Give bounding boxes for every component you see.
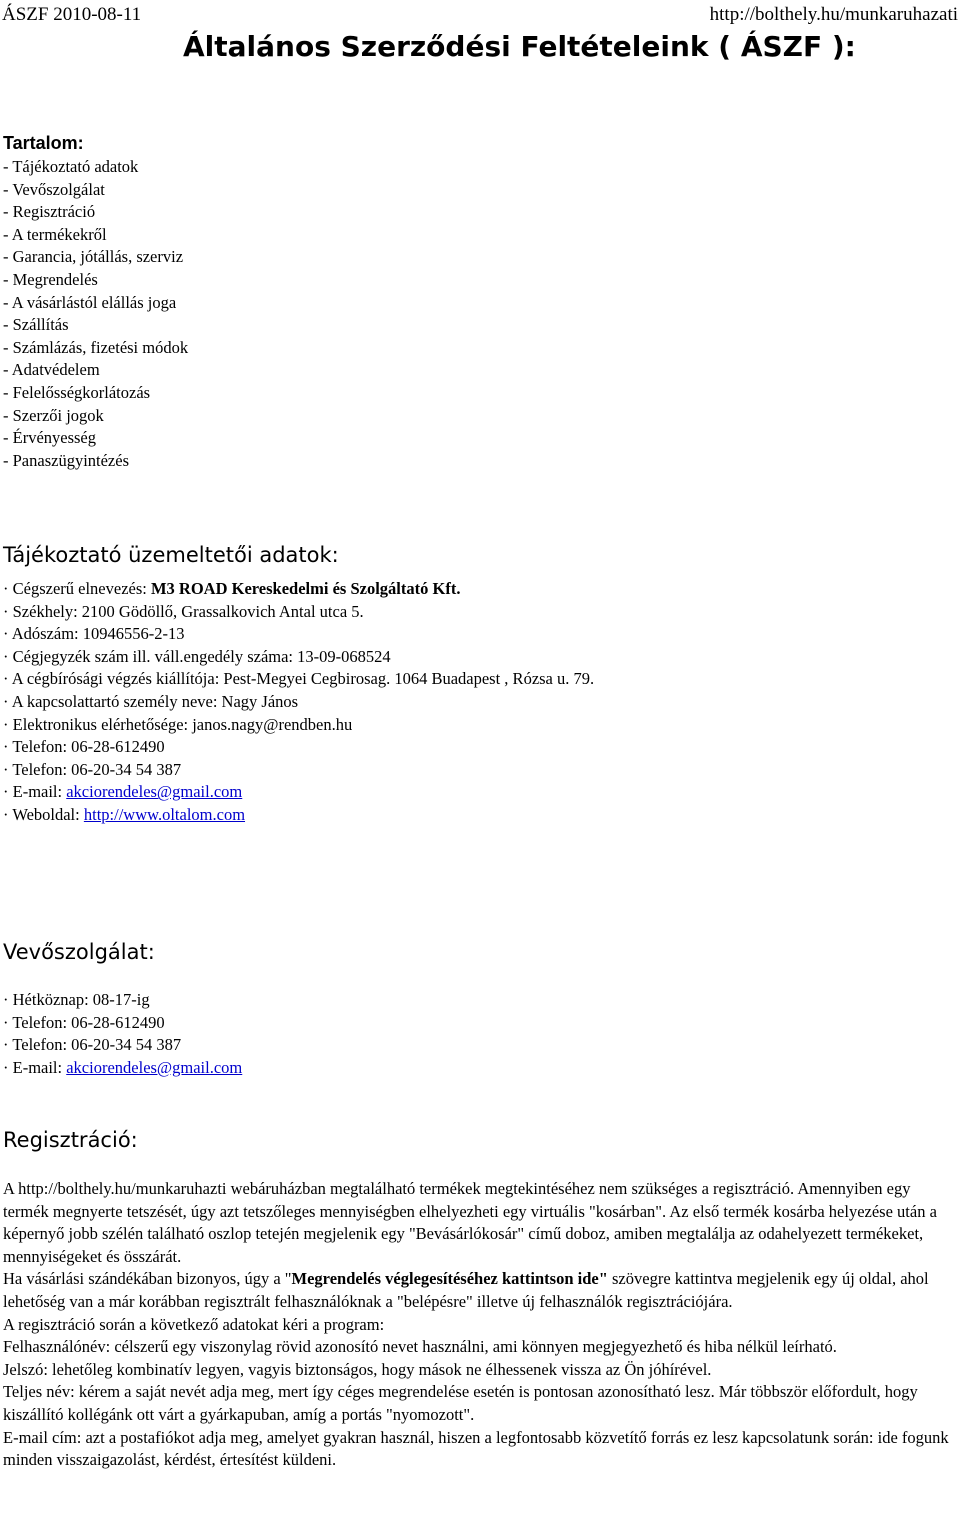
toc-item: - Szerzői jogok bbox=[3, 405, 104, 425]
toc-section bbox=[3, 131, 958, 472]
toc-item: - Tájékoztató adatok bbox=[3, 157, 139, 176]
toc-item: - Adatvédelem bbox=[3, 360, 100, 380]
finalize-order-link-text: Megrendelés véglegesítéséhez kattintson ide" bbox=[291, 1269, 608, 1289]
registration-paragraph bbox=[3, 1268, 958, 1313]
toc-item: - Szállítás bbox=[3, 315, 69, 335]
registration-section bbox=[3, 1125, 958, 1472]
registration-p2-start: Ha vásárlási szándékában bizonyos, úgy a " bbox=[3, 1269, 292, 1289]
registration-paragraph: Teljes név: kérem a saját nevét adja meg, mert így céges megrendelése esetén is pontosan azonosítható lesz. Már többször előfordult, hogy kiszállító kollégánk ott várt a gyárkapuban, amíg a portás "nyomozott". bbox=[3, 1382, 918, 1424]
info-line: · Elektronikus elérhetősége: janos.nagy@rendben.hu bbox=[3, 714, 353, 734]
info-company-name: M3 ROAD Kereskedelmi és Szolgáltató Kft. bbox=[150, 579, 461, 598]
toc-item: - A vásárlástól elállás joga bbox=[3, 292, 177, 312]
registration-paragraph: A http://bolthely.hu/munkaruhazti webáruházban megtalálható termékek megtekintéséhez nem szükséges a regisztráció. Amennyiben egy termék megnyerte tetszését, úgy azt tetszőleges mennyiségben elhelyezheti egy virtuális "kosárban". Az első termék kosárba helyezése után a képernyő jobb szélén található oszlop tetején megjelenik egy "Bevásárlókosár" című doboz, amiben megtalálja az odahelyezett termékeket, mennyiségeket és összárát. bbox=[3, 1179, 937, 1266]
registration-paragraph: A regisztráció során a következő adatokat kéri a program: bbox=[3, 1314, 385, 1334]
toc-item: - Panaszügyintézés bbox=[3, 450, 129, 470]
info-line: · Székhely: 2100 Gödöllő, Grassalkovich Antal utca 5. bbox=[3, 601, 364, 621]
toc-title: Tartalom: bbox=[3, 133, 84, 153]
toc-item: - Vevőszolgálat bbox=[3, 179, 105, 199]
toc-item: - Érvényesség bbox=[3, 428, 97, 448]
service-line: · Telefon: 06-28-612490 bbox=[3, 1012, 165, 1032]
toc-item: - Regisztráció bbox=[3, 202, 96, 222]
toc-item: - Felelősségkorlátozás bbox=[3, 382, 151, 402]
info-line: · Telefon: 06-20-34 54 387 bbox=[3, 759, 182, 779]
info-email-prefix: · E-mail: bbox=[3, 782, 67, 802]
registration-heading: Regisztráció: bbox=[3, 1128, 138, 1152]
service-section bbox=[3, 937, 958, 1079]
info-line: · A kapcsolattartó személy neve: Nagy János bbox=[3, 691, 299, 711]
registration-paragraph: E-mail cím: azt a postafiókot adja meg, amelyet gyakran használ, hiszen a legfontosabb közvetítő forrás ez lesz kapcsolatunk során: ide fogunk minden visszaigazolást, kérdést, értesítést küldeni. bbox=[3, 1427, 949, 1470]
toc-item: - Megrendelés bbox=[3, 269, 98, 289]
page-title: Általános Szerződési Feltételeink ( ÁSZF ): bbox=[183, 30, 856, 63]
service-heading: Vevőszolgálat: bbox=[3, 940, 155, 964]
service-email-link[interactable]: akciorendeles@gmail.com bbox=[66, 1057, 243, 1077]
info-section bbox=[3, 542, 958, 827]
info-web-link[interactable]: http://www.oltalom.com bbox=[83, 804, 246, 824]
registration-paragraph: Felhasználónév: célszerű egy viszonylag rövid azonosító nevet használni, ami könnyen megjegyezhető és hiba nélkül leírható. bbox=[3, 1337, 837, 1357]
info-line: · Cégjegyzék szám ill. váll.engedély száma: 13-09-068524 bbox=[3, 646, 391, 666]
info-line: · Telefon: 06-28-612490 bbox=[3, 737, 165, 757]
toc-item: - A termékekről bbox=[3, 224, 107, 244]
header-url: http://bolthely.hu/munkaruhazati bbox=[709, 4, 958, 25]
info-email bbox=[3, 781, 958, 804]
registration-p2-end: szövegre kattintva megjelenik egy új oldal, ahol lehetőség van a már korábban regisztrált felhasználóknak a "belépésre" illetve új felhasználók regisztrációjára. bbox=[3, 1269, 929, 1311]
info-line: · A cégbírósági végzés kiállítója: Pest-Megyei Cegbirosag. 1064 Buadapest , Rózsa u. 79. bbox=[3, 669, 595, 689]
info-line: · Adószám: 10946556-2-13 bbox=[3, 624, 185, 644]
info-company bbox=[3, 578, 958, 601]
service-email bbox=[3, 1057, 958, 1080]
header-date: ÁSZF 2010-08-11 bbox=[2, 4, 142, 25]
info-email-link[interactable]: akciorendeles@gmail.com bbox=[66, 782, 243, 802]
service-line: · Telefon: 06-20-34 54 387 bbox=[3, 1035, 182, 1055]
info-heading: Tájékoztató üzemeltetői adatok: bbox=[3, 543, 339, 567]
toc-item: - Garancia, jótállás, szerviz bbox=[3, 247, 184, 267]
toc-item: - Számlázás, fizetési módok bbox=[3, 337, 189, 357]
info-company-prefix: · Cégszerű elnevezés: bbox=[3, 579, 151, 598]
info-web bbox=[3, 804, 958, 827]
service-line: · Hétköznap: 08-17-ig bbox=[3, 990, 150, 1009]
registration-paragraph: Jelszó: lehetőleg kombinatív legyen, vagyis biztonságos, hogy mások ne élhessenek vissza az Ön jóhírével. bbox=[3, 1359, 712, 1379]
service-email-prefix: · E-mail: bbox=[3, 1057, 67, 1077]
info-web-prefix: · Weboldal: bbox=[3, 804, 84, 824]
